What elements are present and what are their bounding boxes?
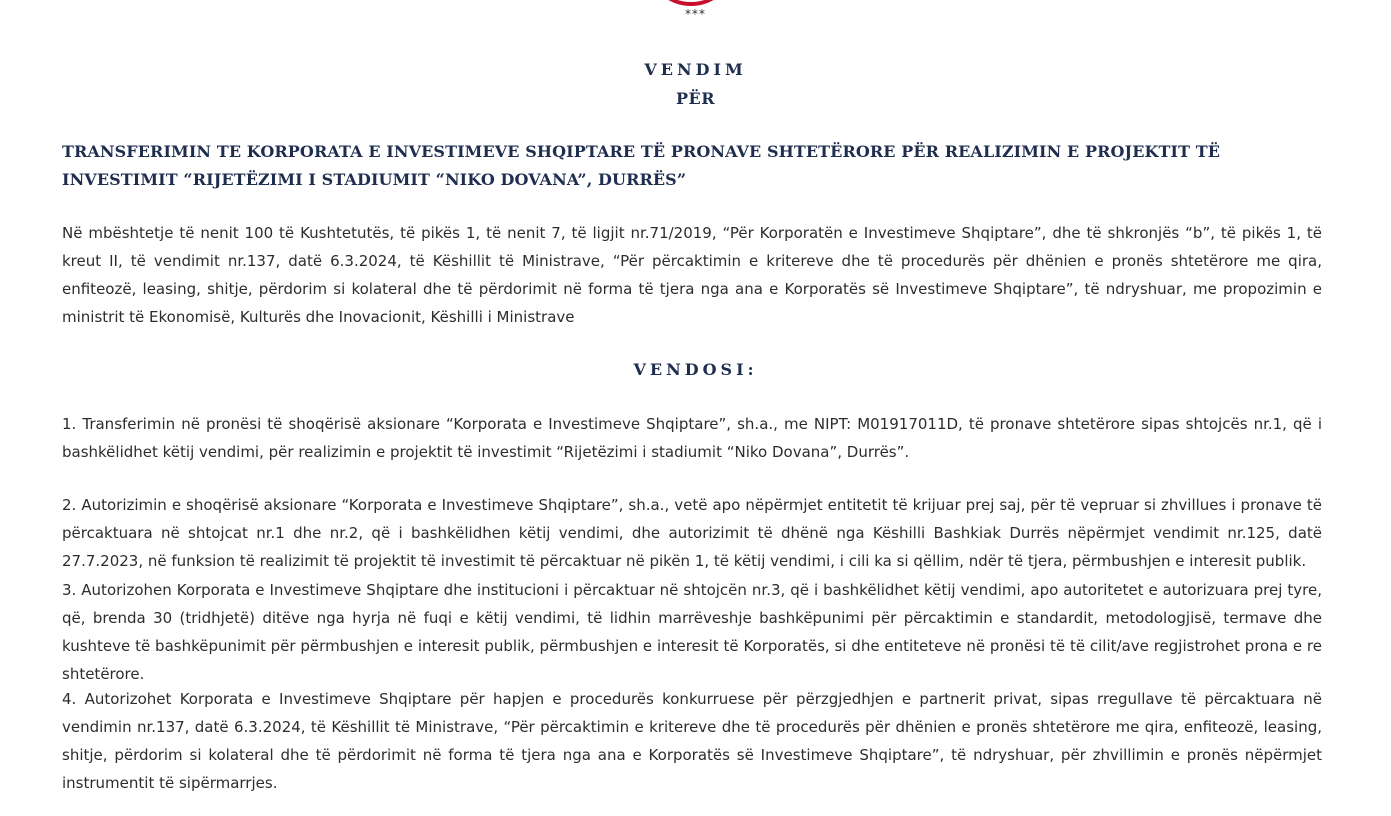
- preamble-paragraph: Në mbështetje të nenit 100 të Kushtetutës, të pikës 1, të nenit 7, të ligjit nr.71/2019, “Për Korporatën e Investimeve Shqiptare”, dhe të shkronjës “b”, të pikës 1, të kreut II, të vendimit nr.137, datë 6.3.2024, të Këshillit të Ministrave, “Për përcaktimin e kritereve dhe të procedurës për dhënien e pronës shtetërore me qira, enfiteozë, leasing, shitje, përdorim si kolateral dhe të përdorimit në forma të tjera nga ana e Korporatës së Investimeve Shqiptare”, të ndryshuar, me propozimin e ministrit të Ekonomisë, Kulturës dhe Inovacionit, Këshilli i Ministrave: [62, 224, 1322, 326]
- emblem-seal-icon: [648, 0, 734, 6]
- coat-of-arms-emblem: [648, 0, 734, 6]
- decision-item-2: 2. Autorizimin e shoqërisë aksionare “Korporata e Investimeve Shqiptare”, sh.a., vetë apo nëpërmjet entitetit të krijuar prej saj, për të vepruar si zhvillues i pronave të përcaktuara në shtojcat nr.1 dhe nr.2, që i bashkëlidhen këtij vendimi, dhe autorizimit të dhënë nga Këshilli Bashkiak Durrës nëpërmjet vendimit nr.125, datë 27.7.2023, në funksion të realizimit të projektit të investimit të përcaktuar në pikën 1, të këtij vendimi, i cili ka si qëllim, ndër të tjera, përmbushjen e interesit publik.: [62, 496, 1322, 570]
- header-stars: ***: [685, 7, 706, 21]
- vendosi-heading: VENDOSI:: [633, 360, 758, 379]
- document-title-per: PËR: [675, 89, 716, 108]
- decision-item-4: 4. Autorizohet Korporata e Investimeve Shqiptare për hapjen e procedurës konkurruese për përzgjedhjen e partnerit privat, sipas rregullave të përcaktuara në vendimin nr.137, datë 6.3.2024, të Këshillit të Ministrave, “Për përcaktimin e kritereve dhe të procedurës për dhënien e pronës shtetërore me qira, enfiteozë, leasing, shitje, përdorim si kolateral dhe të përdorimit në forma të tjera nga ana e Korporatës së Investimeve Shqiptare”, të ndryshuar, për zhvillimin e pronës nëpërmjet instrumentit të sipërmarrjes.: [62, 690, 1322, 792]
- decision-subject: TRANSFERIMIN TE KORPORATA E INVESTIMEVE SHQIPTARE TË PRONAVE SHTETËRORE PËR REALIZIMIN E PROJEKTIT TË INVESTIMIT “RIJETËZIMI I STADIUMIT “NIKO DOVANA”, DURRËS”: [62, 142, 1221, 189]
- decision-item-1: 1. Transferimin në pronësi të shoqërisë aksionare “Korporata e Investimeve Shqiptare”, sh.a., me NIPT: M01917011D, të pronave shtetërore sipas shtojcës nr.1, që i bashkëlidhet këtij vendimi, për realizimin e projektit të investimit “Rijetëzimi i stadiumit “Niko Dovana”, Durrës”.: [62, 415, 1322, 461]
- decision-item-3: 3. Autorizohen Korporata e Investimeve Shqiptare dhe institucioni i përcaktuar në shtojcën nr.3, që i bashkëlidhet këtij vendimi, apo autoritetet e autorizuara prej tyre, që, brenda 30 (tridhjetë) ditëve nga hyrja në fuqi e këtij vendimi, të lidhin marrëveshje bashkëpunimi për përcaktimin e standardit, metodologjisë, termave dhe kushteve të bashkëpunimit për përmbushjen e interesit publik, përmbushjen e interesit të Korporatës, si dhe entiteteve në pronësi të të cilit/ave regjistrohet prona e re shtetërore.: [62, 581, 1322, 683]
- document-title: VENDIM: [644, 60, 747, 79]
